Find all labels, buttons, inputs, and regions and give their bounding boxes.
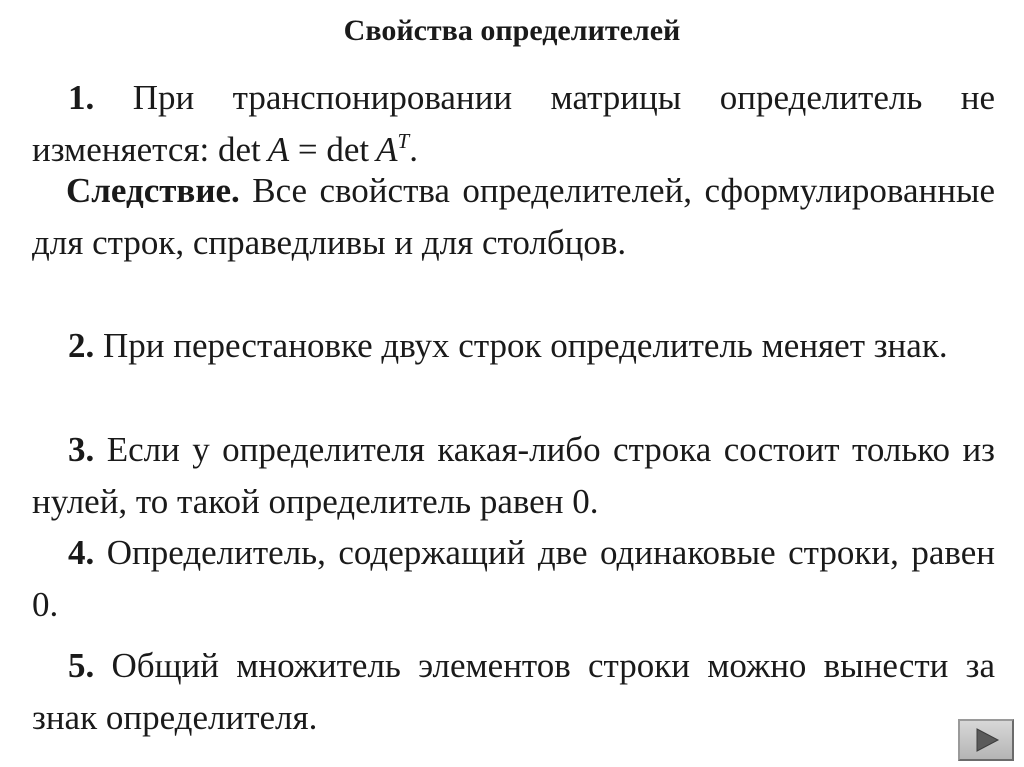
property-3-text: Если у определителя какая-либо строка состоит только из нулей, то такой определитель равен 0. [32, 430, 995, 521]
property-1 [32, 72, 995, 176]
corollary [32, 165, 995, 269]
property-3-number: 3. [68, 430, 95, 469]
next-slide-button[interactable] [958, 719, 1014, 761]
property-1-formula: $\det A = \det A^T$. [217, 129, 418, 169]
property-5-text: Общий множитель элементов строки можно вынести за знак определителя. [32, 646, 995, 737]
property-1-number: 1. [68, 78, 95, 117]
property-4 [32, 527, 995, 631]
corollary-label: Следствие. [66, 171, 240, 210]
play-triangle-icon [960, 721, 1012, 759]
property-2 [32, 320, 995, 372]
property-1-text: При транспонировании матрицы определитель не изменяется: [32, 78, 996, 169]
property-5-number: 5. [68, 646, 95, 685]
corollary-text: Все свойства определителей, сформулированные для строк, справедливы и для столбцов. [32, 171, 995, 262]
property-3 [32, 424, 995, 528]
property-4-number: 4. [68, 533, 95, 572]
property-4-text: Определитель, содержащий две одинаковые строки, равен 0. [32, 533, 995, 624]
slide-title: Свойства определителей [343, 14, 681, 47]
property-2-text: При перестановке двух строк определитель меняет знак. [103, 326, 948, 365]
property-5 [32, 640, 995, 744]
property-2-number: 2. [68, 326, 95, 365]
